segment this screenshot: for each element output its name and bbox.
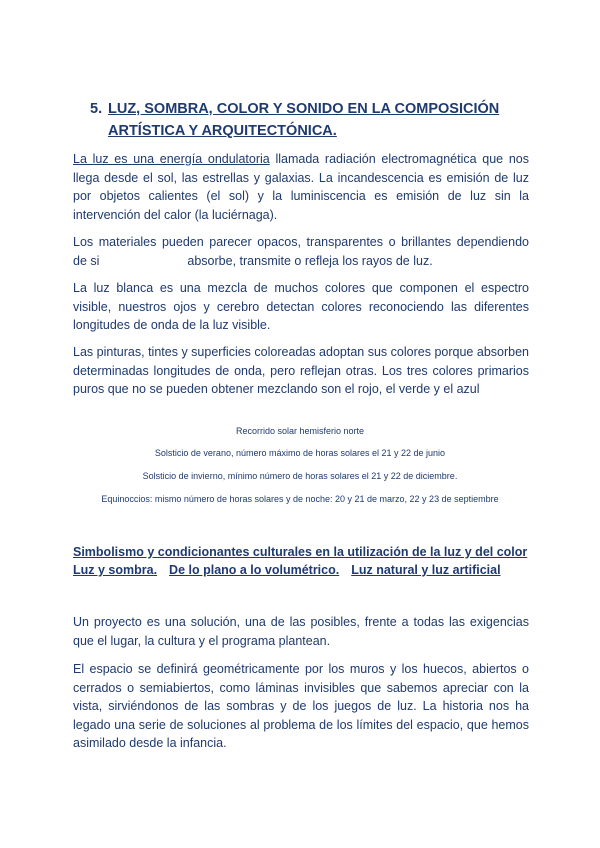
solar-path-title: Recorrido solar hemisferio norte <box>235 426 365 436</box>
subheading-symbolism: Simbolismo y condicionantes culturales en la utilización de la luz y del color <box>73 545 528 559</box>
paragraph-text-part-2: absorbe, transmite o refleja los rayos de luz. <box>187 253 433 268</box>
subheading-flat-volumetric: De lo plano a lo volumétrico. <box>169 563 340 577</box>
paragraph-materials <box>73 233 529 270</box>
paragraph-light-energy <box>73 150 529 224</box>
equinox-note: Equinoccios: mismo número de horas solares y de noche: 20 y 21 de marzo, 22 y 23 de septiembre <box>101 494 499 504</box>
underlined-phrase: La luz es una energía ondulatoria <box>73 152 270 166</box>
paragraph-text-part-1: Los materiales pueden parecer opacos, transparentes o brillantes dependiendo de si <box>73 235 529 268</box>
subheading-topics <box>73 561 543 579</box>
section-title-line-1: LUZ, SOMBRA, COLOR Y SONIDO EN LA COMPOSICIÓN <box>108 101 500 117</box>
section-title-line-2: ARTÍSTICA Y ARQUITECTÓNICA. <box>108 123 337 139</box>
paragraph-text: llamada radiación electromagnética que nos llega desde el sol, las estrellas y galaxias. La incandescencia es emisión de luz por objetos calientes (el sol) y la luminiscencia es emisión de luz sin la intervención del calor (la luciérnaga). <box>73 152 529 222</box>
paragraph-project: Un proyecto es una solución, una de las posibles, frente a todas las exigencias que el lugar, la cultura y el programa plantean. <box>73 615 529 648</box>
paragraph-paints: Las pinturas, tintes y superficies coloreadas adoptan sus colores porque absorben determinadas longitudes de onda, pero reflejan otras. Los tres colores primarios puros que no se pueden obtener mezclando son el rojo, el verde y el azul <box>73 345 529 396</box>
paragraph-space: El espacio se definirá geométricamente por los muros y los huecos, abiertos o cerrados o semiabiertos, como láminas invisibles que sabemos apreciar con la vista, sirviéndonos de las sombras y de los juegos de luz. La historia nos ha legado una serie de soluciones al problema de los límites del espacio, que hemos asimilado desde la infancia. <box>73 662 529 750</box>
subheading-light-shadow: Luz y sombra. <box>73 563 158 577</box>
summer-solstice-note: Solsticio de verano, número máximo de horas solares el 21 y 22 de junio <box>154 448 446 458</box>
winter-solstice-note: Solsticio de invierno, mínimo número de horas solares el 21 y 22 de diciembre. <box>142 471 458 481</box>
section-number: 5. <box>90 101 103 117</box>
section-heading <box>90 98 530 142</box>
subheading-natural-artificial: Luz natural y luz artificial <box>351 563 501 577</box>
paragraph-white-light: La luz blanca es una mezcla de muchos colores que componen el espectro visible, nuestros ojos y cerebro detectan colores reconociendo las diferentes longitudes de onda de la luz visible. <box>73 281 529 332</box>
